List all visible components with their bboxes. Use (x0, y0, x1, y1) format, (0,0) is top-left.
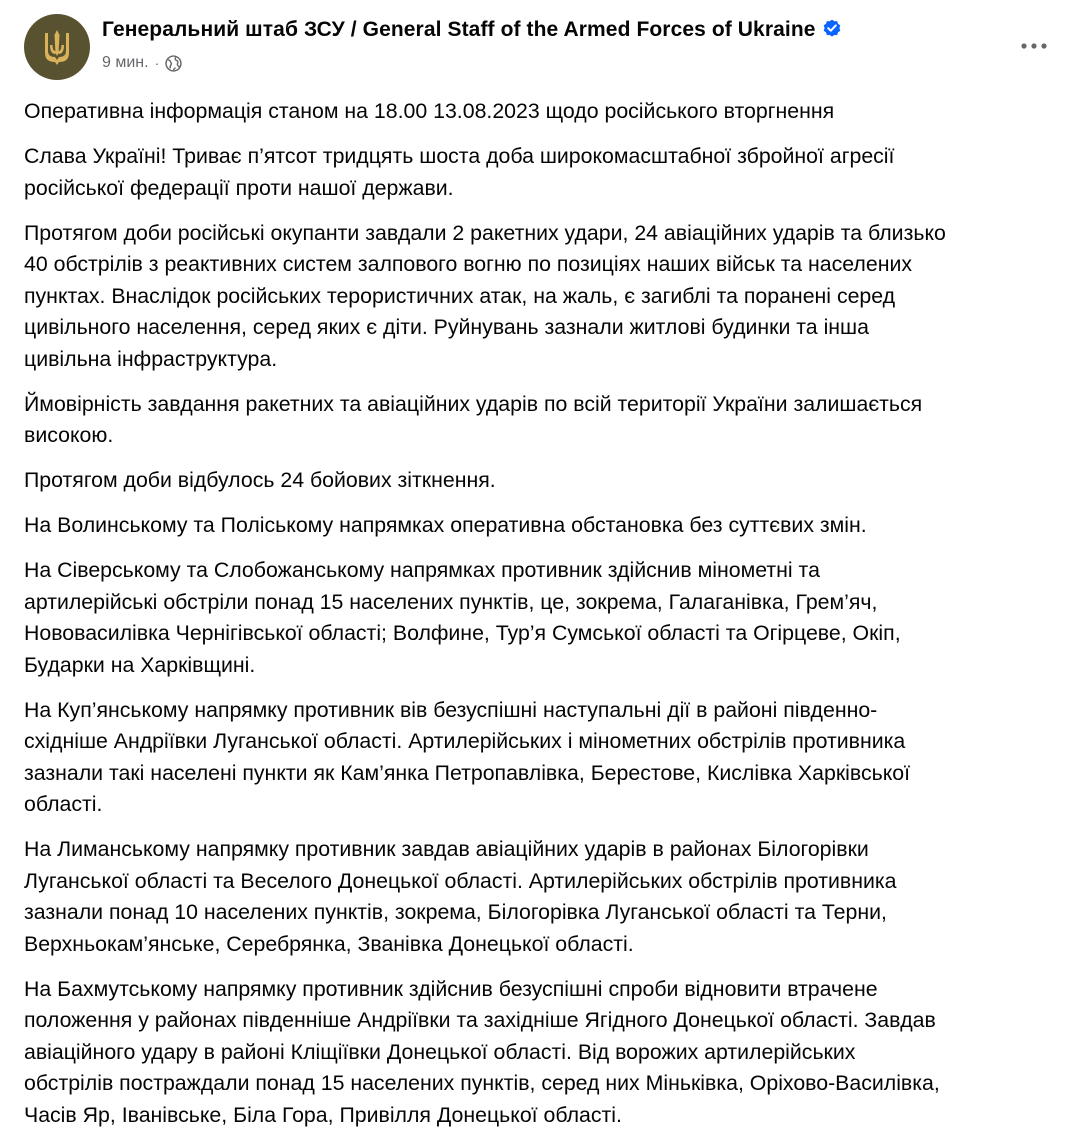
paragraph: Ймовірність завдання ракетних та авіаційних ударів по всій території України залишається високою. (24, 391, 923, 447)
post-meta (102, 54, 182, 72)
paragraph: На Лиманському напрямку противник завдав авіаційних ударів в районах Білогорівки Луганської області та Веселого Донецької області. Артилерійських обстрілів противника зазнали понад 10 населених пунктів, зокрема, Білогорівка Луганської області та Терни, Верхньокам’янське, Серебрянка, Званівка Донецької області. (24, 837, 897, 956)
paragraph: На Куп’янському напрямку противник вів безуспішні наступальні дії в районі південно- східніше Андріївки Луганської області. Артилерійських і мінометних обстрілів противника зазнали такі населені пункти як Кам’янка Петропавлівка, Берестове, Кислівка Харківської області. (24, 697, 911, 816)
page-name-link[interactable] (102, 18, 842, 42)
trident-emblem-icon (37, 27, 77, 67)
verified-badge-icon (822, 18, 842, 38)
author-name[interactable]: Генеральний штаб ЗСУ / General Staff of the Armed Forces of Ukraine (102, 18, 816, 41)
more-options-button[interactable] (1012, 28, 1056, 64)
paragraph: На Волинському та Поліському напрямках оперативна обстановка без суттєвих змін. (24, 513, 867, 537)
post-body (24, 96, 1064, 1145)
post-header (0, 0, 1076, 96)
paragraph: На Сіверському та Слобожанському напрямках противник здійснив мінометні та артилерійські обстріли понад 15 населених пунктів, це, зокрема, Галаганівка, Грем’яч, Нововасилівка Чернігівської області; Волфине, Тур’я Сумської області та Огірцеве, Окіп, Бударки на Харківщині. (24, 558, 901, 677)
paragraph: Оперативна інформація станом на 18.00 13.08.2023 щодо російського вторгнення (24, 99, 835, 123)
paragraph: Слава Україні! Триває п’ятсот тридцять шоста доба широкомасштабної збройної агресії російської федерації проти нашої держави. (24, 144, 895, 200)
more-options-icon (1020, 42, 1048, 50)
paragraph: На Бахмутському напрямку противник здійснив безуспішні спроби відновити втрачене положення у районах південніше Андріївки та західніше Ягідного Донецької області. Завдав авіаційного удару в районі Кліщіївки Донецької області. Від ворожих артилерійських обстрілів постраждали понад 15 населених пунктів, серед них Міньківка, Оріхово-Василівка, Часів Яр, Іванівське, Біла Гора, Привілля Донецької області. (24, 976, 940, 1127)
paragraph: Протягом доби російські окупанти завдали 2 ракетних удари, 24 авіаційних ударів та близько 40 обстрілів з реактивних систем залпового вогню по позиціях наших військ та населених пунктах. Внаслідок російських терористичних атак, на жаль, є загиблі та поранені серед цивільного населення, серед яких є діти. Руйнувань зазнали житлові будинки та інша цивільна інфраструктура. (24, 220, 946, 371)
avatar[interactable] (24, 14, 90, 80)
paragraph: Протягом доби відбулось 24 бойових зіткнення. (24, 468, 496, 492)
globe-icon[interactable] (165, 55, 182, 72)
post-timestamp[interactable]: 9 мин. (102, 54, 149, 71)
meta-separator: · (154, 55, 160, 71)
